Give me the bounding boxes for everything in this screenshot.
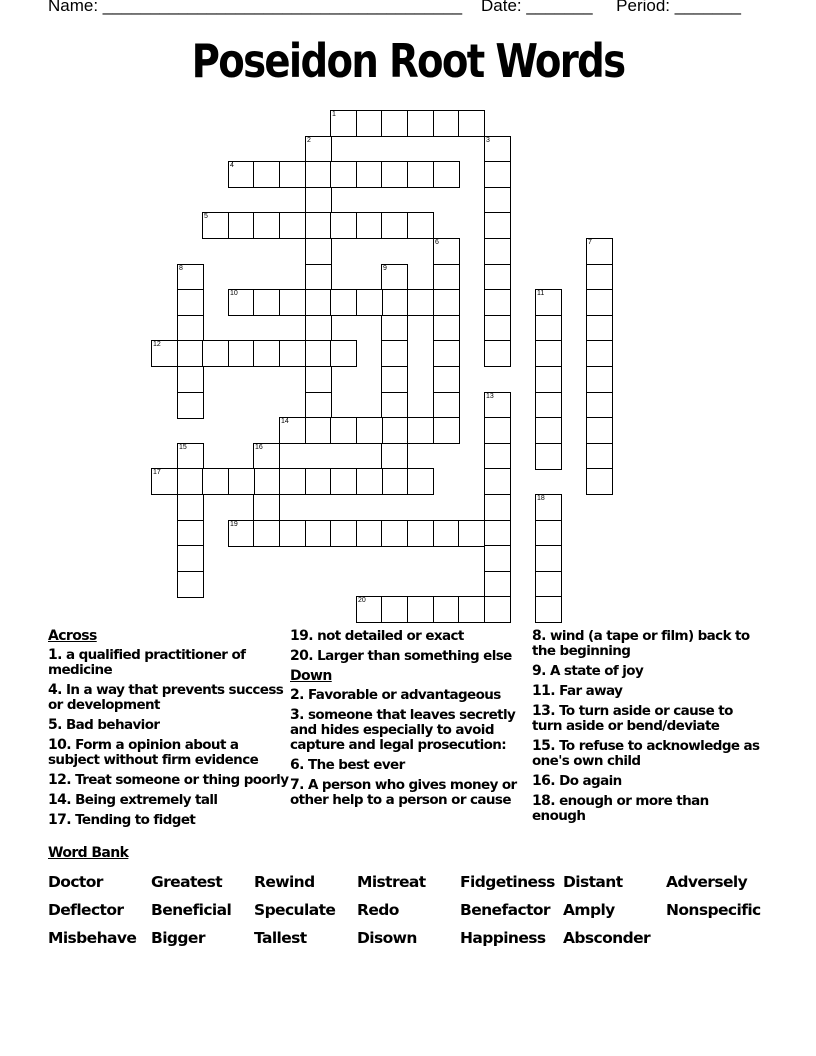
grid-cell[interactable] [330, 520, 357, 547]
grid-cell[interactable] [177, 571, 204, 598]
clue-number: 15 [179, 444, 187, 451]
grid-cell[interactable] [228, 212, 255, 239]
across-clue [48, 683, 293, 713]
grid-cell[interactable] [356, 468, 383, 495]
clue-text: someone that leaves secretly and hides especially to avoid capture and legal prosecution: [290, 707, 516, 753]
across-clue [48, 648, 293, 678]
clue-number: 9 [383, 265, 387, 272]
clue-number: 6. [290, 757, 304, 773]
down-clue [290, 688, 535, 703]
clue-number: 12 [153, 341, 161, 348]
grid-cell[interactable] [356, 417, 383, 444]
clue-number: 18 [537, 495, 545, 502]
grid-cell[interactable] [177, 443, 204, 470]
date-field-label: Date: _______ [480, 0, 593, 15]
grid-cell[interactable] [177, 494, 204, 521]
grid-cell[interactable] [433, 315, 460, 342]
grid-cell[interactable] [330, 161, 357, 188]
grid-cell[interactable] [535, 315, 562, 342]
clue-number: 5 [204, 213, 208, 220]
grid-cell[interactable] [586, 443, 613, 470]
grid-cell[interactable] [381, 212, 408, 239]
grid-cell[interactable] [484, 340, 511, 367]
word-bank-item: Beneficial [151, 901, 232, 919]
grid-cell[interactable] [381, 264, 408, 291]
grid-cell[interactable] [535, 520, 562, 547]
down-clue [532, 684, 762, 699]
grid-cell[interactable] [381, 520, 408, 547]
down-clue [290, 778, 535, 808]
word-bank-item: Doctor [48, 873, 103, 891]
clue-text: Being extremely tall [71, 792, 218, 808]
down-clue [532, 664, 762, 679]
grid-cell[interactable] [535, 571, 562, 598]
clue-number: 10. [48, 737, 72, 753]
clue-text: Favorable or advantageous [303, 687, 501, 703]
grid-cell[interactable] [535, 596, 562, 623]
grid-cell[interactable] [279, 468, 306, 495]
across-clue [48, 813, 293, 828]
grid-cell[interactable] [381, 315, 408, 342]
clue-text: The best ever [303, 757, 405, 773]
grid-cell[interactable] [484, 468, 511, 495]
clue-number: 3. [290, 707, 304, 723]
grid-cell[interactable] [151, 468, 178, 495]
clue-text: Larger than something else [313, 648, 512, 664]
word-bank-item: Redo [357, 901, 399, 919]
grid-cell[interactable] [305, 392, 332, 419]
clue-number: 14. [48, 792, 72, 808]
grid-cell[interactable] [202, 340, 229, 367]
clue-number: 12. [48, 772, 72, 788]
grid-cell[interactable] [484, 520, 511, 547]
grid-cell[interactable] [330, 110, 357, 137]
grid-cell[interactable] [305, 468, 332, 495]
grid-cell[interactable] [356, 289, 383, 316]
grid-cell[interactable] [305, 187, 332, 214]
grid-cell[interactable] [535, 545, 562, 572]
across-clue [48, 718, 293, 733]
grid-cell[interactable] [484, 443, 511, 470]
down-clue [290, 758, 535, 773]
grid-cell[interactable] [253, 494, 280, 521]
grid-cell[interactable] [484, 187, 511, 214]
word-bank-item: Distant [563, 873, 623, 891]
word-bank-item: Bigger [151, 929, 205, 947]
grid-cell[interactable] [407, 110, 434, 137]
clue-number: 17. [48, 812, 72, 828]
grid-cell[interactable] [484, 571, 511, 598]
grid-cell[interactable] [433, 161, 460, 188]
word-bank-item: Tallest [254, 929, 307, 947]
across-clue [290, 629, 535, 644]
grid-cell[interactable] [305, 289, 332, 316]
down-clue [532, 774, 762, 789]
clue-number: 2. [290, 687, 304, 703]
grid-cell[interactable] [330, 417, 357, 444]
down-clue [532, 629, 762, 659]
word-bank-item: Happiness [460, 929, 546, 947]
grid-cell[interactable] [535, 417, 562, 444]
grid-cell[interactable] [381, 468, 408, 495]
clue-text: To turn aside or cause to turn aside or bend/deviate [532, 703, 733, 734]
clue-text: not detailed or exact [313, 628, 464, 644]
grid-cell[interactable] [381, 110, 408, 137]
grid-cell[interactable] [305, 238, 332, 265]
grid-cell[interactable] [228, 161, 255, 188]
grid-cell[interactable] [484, 417, 511, 444]
clue-text: A state of joy [545, 663, 644, 679]
across-clue [48, 738, 293, 768]
grid-cell[interactable] [330, 289, 357, 316]
grid-cell[interactable] [330, 340, 357, 367]
grid-cell[interactable] [535, 392, 562, 419]
grid-cell[interactable] [535, 340, 562, 367]
grid-cell[interactable] [151, 340, 178, 367]
grid-cell[interactable] [253, 340, 280, 367]
word-bank-item: Disown [357, 929, 417, 947]
grid-cell[interactable] [381, 443, 408, 470]
grid-cell[interactable] [484, 596, 511, 623]
grid-cell[interactable] [535, 366, 562, 393]
clue-number: 20. [290, 648, 314, 664]
grid-cell[interactable] [407, 468, 434, 495]
word-bank-item: Benefactor [460, 901, 550, 919]
grid-cell[interactable] [330, 468, 357, 495]
grid-cell[interactable] [433, 238, 460, 265]
clue-number: 13 [486, 393, 494, 400]
clue-text: Do again [555, 773, 622, 789]
grid-cell[interactable] [356, 596, 383, 623]
clue-number: 13. [532, 703, 556, 719]
across-clue [48, 793, 293, 808]
word-bank-item: Greatest [151, 873, 223, 891]
grid-cell[interactable] [177, 289, 204, 316]
clue-text: Far away [555, 683, 623, 699]
grid-cell[interactable] [177, 264, 204, 291]
period-field-label: Period: _______ [616, 0, 741, 15]
grid-cell[interactable] [228, 289, 255, 316]
clue-number: 2 [307, 137, 311, 144]
grid-cell[interactable] [433, 340, 460, 367]
grid-cell[interactable] [433, 417, 460, 444]
grid-cell[interactable] [484, 212, 511, 239]
grid-cell[interactable] [381, 340, 408, 367]
grid-cell[interactable] [484, 238, 511, 265]
across-clue [290, 649, 535, 664]
grid-cell[interactable] [535, 443, 562, 470]
grid-cell[interactable] [356, 520, 383, 547]
clue-column-2 [290, 629, 535, 813]
down-clue [532, 739, 762, 769]
grid-cell[interactable] [535, 289, 562, 316]
clue-text: Treat someone or thing poorly [71, 772, 289, 788]
clue-number: 7 [588, 239, 592, 246]
grid-cell[interactable] [407, 289, 434, 316]
word-bank-item: Amply [563, 901, 615, 919]
clue-column-3 [532, 629, 762, 829]
clue-number: 8 [179, 265, 183, 272]
clue-number: 6 [435, 239, 439, 246]
grid-cell[interactable] [433, 392, 460, 419]
grid-cell[interactable] [253, 443, 280, 470]
grid-cell[interactable] [177, 366, 204, 393]
grid-cell[interactable] [381, 289, 408, 316]
grid-cell[interactable] [305, 315, 332, 342]
grid-cell[interactable] [407, 520, 434, 547]
clue-number: 11. [532, 683, 556, 699]
grid-cell[interactable] [177, 315, 204, 342]
grid-cell[interactable] [586, 468, 613, 495]
grid-cell[interactable] [586, 289, 613, 316]
grid-cell[interactable] [305, 520, 332, 547]
clue-text: To refuse to acknowledge as one's own child [532, 738, 760, 769]
grid-cell[interactable] [433, 264, 460, 291]
grid-cell[interactable] [381, 417, 408, 444]
grid-cell[interactable] [305, 366, 332, 393]
grid-cell[interactable] [279, 289, 306, 316]
clue-text: wind (a tape or film) back to the beginning [532, 628, 750, 659]
clue-text: enough or more than enough [532, 793, 709, 824]
clue-number: 11 [537, 290, 545, 297]
clue-number: 19 [230, 521, 238, 528]
grid-cell[interactable] [458, 520, 485, 547]
grid-cell[interactable] [433, 289, 460, 316]
grid-cell[interactable] [305, 340, 332, 367]
grid-cell[interactable] [253, 468, 280, 495]
clue-number: 14 [281, 418, 289, 425]
clue-number: 17 [153, 469, 161, 476]
grid-cell[interactable] [484, 494, 511, 521]
grid-cell[interactable] [586, 392, 613, 419]
clue-number: 7. [290, 777, 304, 793]
clue-number: 1 [332, 111, 336, 118]
grid-cell[interactable] [253, 161, 280, 188]
grid-cell[interactable] [356, 212, 383, 239]
clue-text: Tending to fidget [71, 812, 196, 828]
grid-cell[interactable] [177, 392, 204, 419]
grid-cell[interactable] [484, 289, 511, 316]
grid-cell[interactable] [535, 494, 562, 521]
word-bank-item: Rewind [254, 873, 315, 891]
grid-cell[interactable] [433, 110, 460, 137]
grid-cell[interactable] [433, 520, 460, 547]
grid-cell[interactable] [356, 161, 383, 188]
clue-text: Form a opinion about a subject without firm evidence [48, 737, 259, 768]
grid-cell[interactable] [433, 366, 460, 393]
clue-number: 19. [290, 628, 314, 644]
grid-cell[interactable] [586, 417, 613, 444]
clue-number: 16. [532, 773, 556, 789]
clue-number: 20 [358, 597, 366, 604]
grid-cell[interactable] [253, 520, 280, 547]
clue-text: a qualified practitioner of medicine [48, 647, 246, 678]
clue-number: 1. [48, 647, 62, 663]
grid-cell[interactable] [279, 161, 306, 188]
grid-cell[interactable] [484, 264, 511, 291]
across-heading: Across [48, 628, 97, 644]
grid-cell[interactable] [279, 212, 306, 239]
grid-cell[interactable] [586, 366, 613, 393]
grid-cell[interactable] [228, 468, 255, 495]
clue-text: Bad behavior [61, 717, 160, 733]
clue-number: 10 [230, 290, 238, 297]
grid-cell[interactable] [305, 417, 332, 444]
word-bank-item: Mistreat [357, 873, 426, 891]
word-bank-item: Adversely [666, 873, 748, 891]
grid-cell[interactable] [202, 212, 229, 239]
word-bank-item: Absconder [563, 929, 651, 947]
down-clue [532, 794, 762, 824]
word-bank-title: Word Bank [48, 845, 129, 861]
clue-number: 9. [532, 663, 546, 679]
grid-cell[interactable] [202, 468, 229, 495]
grid-cell[interactable] [484, 315, 511, 342]
grid-cell[interactable] [407, 417, 434, 444]
grid-cell[interactable] [279, 417, 306, 444]
grid-cell[interactable] [586, 340, 613, 367]
grid-cell[interactable] [586, 264, 613, 291]
name-field-label: Name: ______________________________________ [48, 0, 463, 15]
clue-text: In a way that prevents success or development [48, 682, 284, 713]
down-heading: Down [290, 668, 332, 684]
grid-cell[interactable] [305, 136, 332, 163]
grid-cell[interactable] [305, 161, 332, 188]
grid-cell[interactable] [381, 596, 408, 623]
grid-cell[interactable] [407, 161, 434, 188]
word-bank-item: Deflector [48, 901, 124, 919]
page-title: Poseidon Root Words [191, 34, 625, 88]
grid-cell[interactable] [279, 520, 306, 547]
grid-cell[interactable] [484, 392, 511, 419]
clue-number: 15. [532, 738, 556, 754]
grid-cell[interactable] [177, 340, 204, 367]
across-clue [48, 773, 293, 788]
grid-cell[interactable] [177, 520, 204, 547]
grid-cell[interactable] [253, 212, 280, 239]
grid-cell[interactable] [381, 161, 408, 188]
grid-cell[interactable] [381, 366, 408, 393]
clue-column-1 [48, 629, 293, 833]
grid-cell[interactable] [586, 238, 613, 265]
grid-cell[interactable] [177, 545, 204, 572]
grid-cell[interactable] [407, 212, 434, 239]
clue-number: 18. [532, 793, 556, 809]
clue-number: 8. [532, 628, 546, 644]
down-clue [290, 708, 535, 753]
grid-cell[interactable] [305, 212, 332, 239]
grid-cell[interactable] [433, 596, 460, 623]
down-clue [532, 704, 762, 734]
grid-cell[interactable] [356, 110, 383, 137]
word-bank-item: Nonspecific [666, 901, 761, 919]
grid-cell[interactable] [484, 136, 511, 163]
grid-cell[interactable] [228, 520, 255, 547]
grid-cell[interactable] [177, 468, 204, 495]
clue-number: 4. [48, 682, 62, 698]
grid-cell[interactable] [484, 545, 511, 572]
grid-cell[interactable] [484, 161, 511, 188]
clue-number: 5. [48, 717, 62, 733]
grid-cell[interactable] [279, 340, 306, 367]
grid-cell[interactable] [228, 340, 255, 367]
clue-text: A person who gives money or other help to a person or cause [290, 777, 517, 808]
word-bank-item: Fidgetiness [460, 873, 555, 891]
grid-cell[interactable] [586, 315, 613, 342]
grid-cell[interactable] [253, 289, 280, 316]
grid-cell[interactable] [330, 212, 357, 239]
grid-cell[interactable] [458, 596, 485, 623]
grid-cell[interactable] [458, 110, 485, 137]
clue-number: 16 [255, 444, 263, 451]
word-bank-item: Speculate [254, 901, 336, 919]
grid-cell[interactable] [407, 596, 434, 623]
grid-cell[interactable] [305, 264, 332, 291]
word-bank-item: Misbehave [48, 929, 137, 947]
clue-number: 4 [230, 162, 234, 169]
grid-cell[interactable] [381, 392, 408, 419]
clue-number: 3 [486, 137, 490, 144]
